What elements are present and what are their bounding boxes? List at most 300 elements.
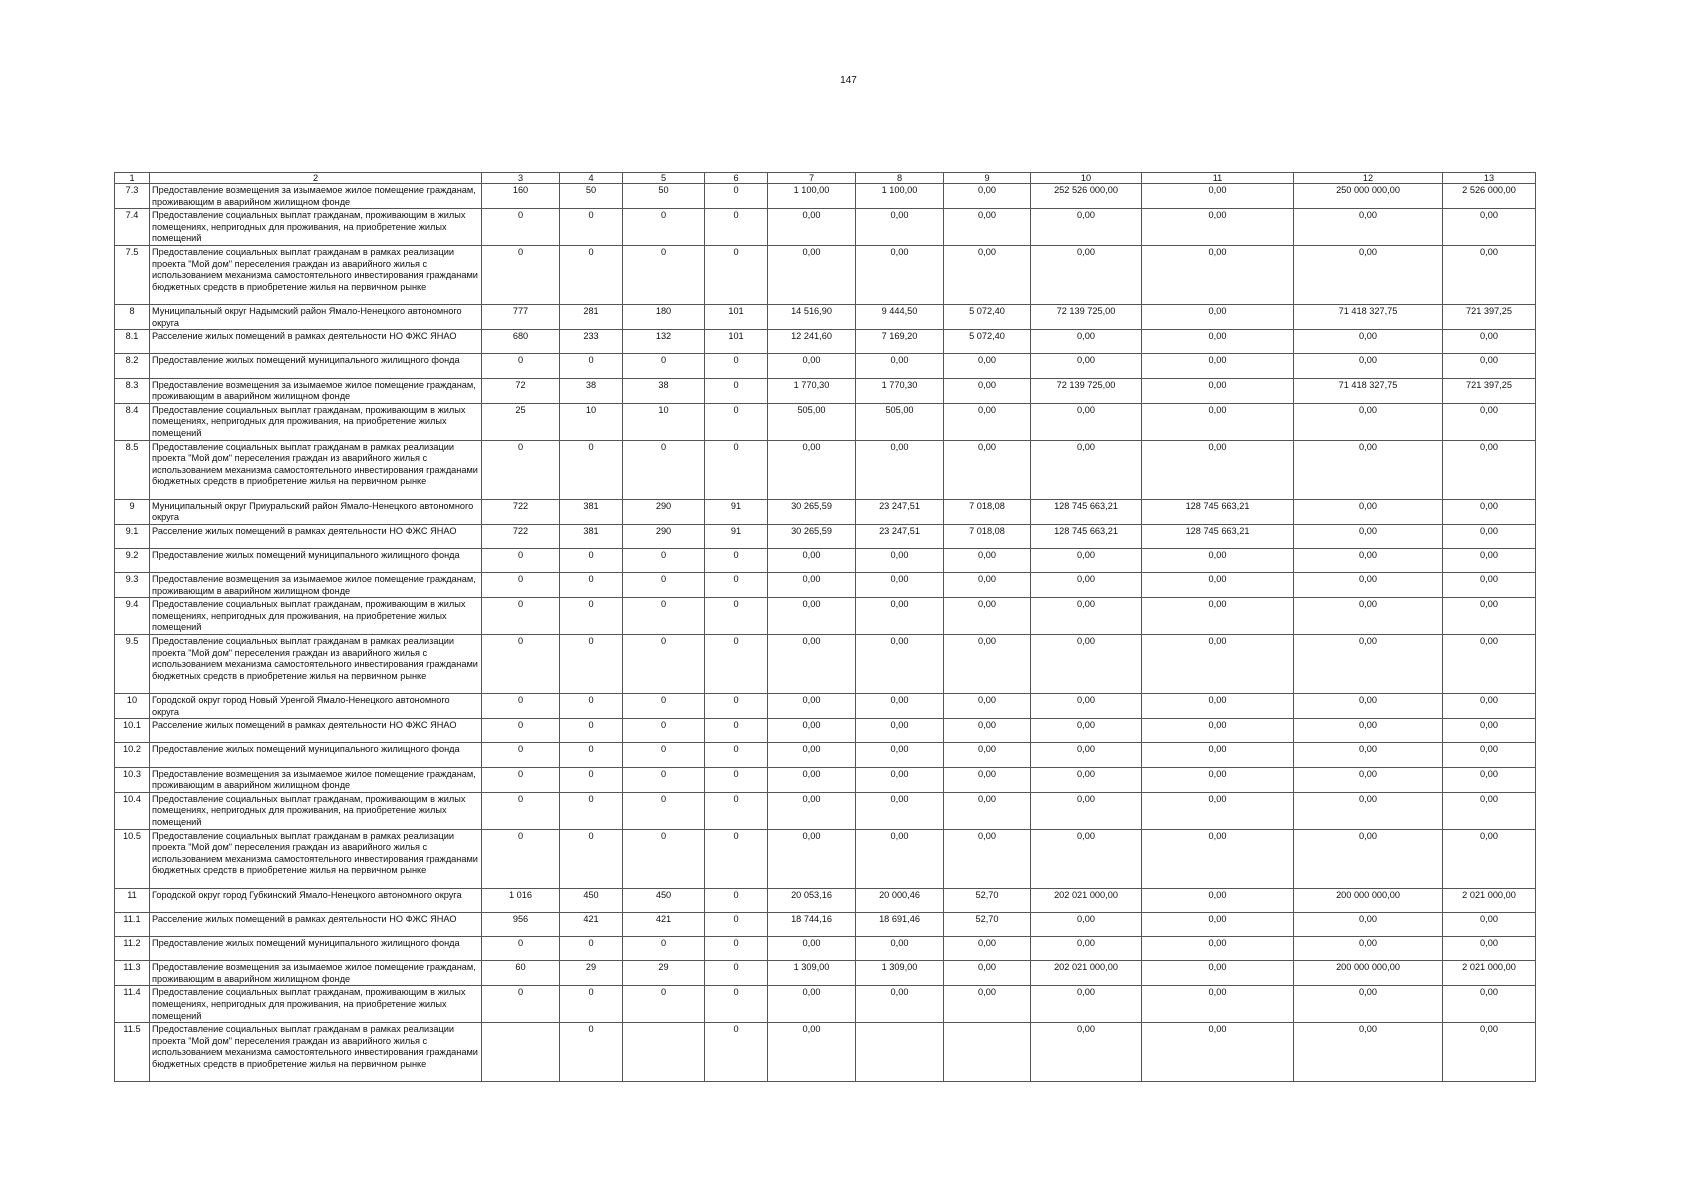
cell-col-5: 290 (623, 499, 705, 524)
cell-col-7: 0,00 (768, 829, 856, 888)
cell-col-7: 18 744,16 (768, 912, 856, 936)
cell-col-7: 0,00 (768, 598, 856, 635)
cell-col-5: 0 (623, 598, 705, 635)
cell-col-3 (482, 1023, 560, 1082)
cell-col-5: 0 (623, 440, 705, 499)
cell-col-10: 0,00 (1031, 694, 1142, 719)
cell-col-11: 0,00 (1142, 961, 1294, 986)
table-body (115, 184, 1536, 1082)
cell-col-10: 202 021 000,00 (1031, 961, 1142, 986)
cell-col-6: 0 (705, 912, 768, 936)
cell-col-6: 0 (705, 986, 768, 1023)
table-row (115, 378, 1536, 403)
cell-col-12: 0,00 (1294, 524, 1443, 548)
cell-col-10: 0,00 (1031, 792, 1142, 829)
cell-col-8: 0,00 (856, 548, 944, 572)
row-number: 9.2 (115, 548, 150, 572)
cell-col-13: 0,00 (1443, 743, 1536, 767)
cell-col-13: 0,00 (1443, 403, 1536, 440)
cell-col-3: 956 (482, 912, 560, 936)
cell-col-9: 0,00 (944, 936, 1031, 960)
cell-col-6: 0 (705, 573, 768, 598)
cell-col-12: 0,00 (1294, 829, 1443, 888)
cell-col-4: 0 (560, 354, 623, 378)
row-description: Предоставление социальных выплат гражданам в рамках реализации проекта "Мой дом" переселения граждан из аварийного жилья с использованием механизма самостоятельного инвестирования гражданами бюджетных средств в приобретение жилья на первичном рынке (150, 245, 482, 304)
cell-col-13: 0,00 (1443, 573, 1536, 598)
cell-col-13: 0,00 (1443, 1023, 1536, 1082)
cell-col-10: 0,00 (1031, 986, 1142, 1023)
cell-col-6: 0 (705, 184, 768, 209)
cell-col-5: 0 (623, 792, 705, 829)
table-row (115, 792, 1536, 829)
table-row (115, 598, 1536, 635)
cell-col-13: 0,00 (1443, 912, 1536, 936)
cell-col-7: 30 265,59 (768, 499, 856, 524)
cell-col-12: 0,00 (1294, 209, 1443, 246)
cell-col-7: 0,00 (768, 573, 856, 598)
column-header-13: 13 (1443, 173, 1536, 184)
cell-col-9: 0,00 (944, 378, 1031, 403)
table-row (115, 936, 1536, 960)
cell-col-9: 0,00 (944, 694, 1031, 719)
row-number: 10.3 (115, 767, 150, 792)
cell-col-4: 0 (560, 936, 623, 960)
table-row (115, 829, 1536, 888)
cell-col-3: 0 (482, 573, 560, 598)
cell-col-9: 7 018,08 (944, 499, 1031, 524)
cell-col-3: 25 (482, 403, 560, 440)
row-description: Предоставление социальных выплат гражданам, проживающим в жилых помещениях, непригодных для проживания, на приобретение жилых помещений (150, 209, 482, 246)
cell-col-12: 0,00 (1294, 767, 1443, 792)
cell-col-3: 680 (482, 330, 560, 354)
cell-col-6: 0 (705, 403, 768, 440)
table-row (115, 184, 1536, 209)
cell-col-3: 0 (482, 792, 560, 829)
cell-col-4: 29 (560, 961, 623, 986)
cell-col-9: 7 018,08 (944, 524, 1031, 548)
cell-col-6: 0 (705, 245, 768, 304)
cell-col-13: 0,00 (1443, 499, 1536, 524)
cell-col-9: 0,00 (944, 598, 1031, 635)
row-description: Муниципальный округ Приуральский район Ямало-Ненецкого автономного округа (150, 499, 482, 524)
row-description: Предоставление социальных выплат гражданам, проживающим в жилых помещениях, непригодных для проживания, на приобретение жилых помещений (150, 792, 482, 829)
cell-col-8: 0,00 (856, 767, 944, 792)
cell-col-7: 0,00 (768, 719, 856, 743)
table-row (115, 719, 1536, 743)
table-row (115, 499, 1536, 524)
table-row (115, 524, 1536, 548)
cell-col-7: 0,00 (768, 1023, 856, 1082)
cell-col-8: 9 444,50 (856, 304, 944, 329)
cell-col-5: 38 (623, 378, 705, 403)
cell-col-7: 1 100,00 (768, 184, 856, 209)
cell-col-13: 0,00 (1443, 524, 1536, 548)
cell-col-7: 0,00 (768, 743, 856, 767)
cell-col-7: 0,00 (768, 767, 856, 792)
table-row (115, 245, 1536, 304)
cell-col-4: 233 (560, 330, 623, 354)
row-description: Городской округ город Новый Уренгой Ямало-Ненецкого автономного округа (150, 694, 482, 719)
cell-col-13: 0,00 (1443, 245, 1536, 304)
row-description: Предоставление социальных выплат гражданам в рамках реализации проекта "Мой дом" переселения граждан из аварийного жилья с использованием механизма самостоятельного инвестирования гражданами бюджетных средств в приобретение жилья на первичном рынке (150, 829, 482, 888)
cell-col-11: 0,00 (1142, 209, 1294, 246)
cell-col-10: 202 021 000,00 (1031, 888, 1142, 912)
cell-col-9: 0,00 (944, 209, 1031, 246)
cell-col-11: 0,00 (1142, 598, 1294, 635)
row-number: 11.5 (115, 1023, 150, 1082)
cell-col-8: 0,00 (856, 354, 944, 378)
cell-col-11: 0,00 (1142, 792, 1294, 829)
cell-col-7: 20 053,16 (768, 888, 856, 912)
column-header-10: 10 (1031, 173, 1142, 184)
cell-col-6: 0 (705, 719, 768, 743)
row-number: 9 (115, 499, 150, 524)
cell-col-4: 0 (560, 719, 623, 743)
cell-col-6: 0 (705, 209, 768, 246)
row-number: 10.4 (115, 792, 150, 829)
cell-col-6: 0 (705, 354, 768, 378)
column-header-5: 5 (623, 173, 705, 184)
cell-col-9: 0,00 (944, 548, 1031, 572)
cell-col-8: 0,00 (856, 245, 944, 304)
row-number: 8.2 (115, 354, 150, 378)
row-description: Предоставление социальных выплат гражданам, проживающим в жилых помещениях, непригодных для проживания, на приобретение жилых помещений (150, 986, 482, 1023)
table-row (115, 961, 1536, 986)
cell-col-8: 0,00 (856, 792, 944, 829)
cell-col-5: 180 (623, 304, 705, 329)
column-header-6: 6 (705, 173, 768, 184)
row-number: 8 (115, 304, 150, 329)
cell-col-8: 23 247,51 (856, 524, 944, 548)
cell-col-3: 0 (482, 598, 560, 635)
cell-col-4: 0 (560, 209, 623, 246)
cell-col-5: 0 (623, 354, 705, 378)
row-number: 10 (115, 694, 150, 719)
cell-col-11: 0,00 (1142, 184, 1294, 209)
table-row (115, 1023, 1536, 1082)
cell-col-3: 0 (482, 936, 560, 960)
cell-col-10: 72 139 725,00 (1031, 304, 1142, 329)
cell-col-5: 450 (623, 888, 705, 912)
cell-col-6: 0 (705, 829, 768, 888)
row-description: Предоставление возмещения за изымаемое жилое помещение гражданам, проживающим в аварийном жилищном фонде (150, 573, 482, 598)
cell-col-7: 1 309,00 (768, 961, 856, 986)
cell-col-3: 722 (482, 499, 560, 524)
table-header-row (115, 173, 1536, 184)
cell-col-8: 0,00 (856, 719, 944, 743)
cell-col-4: 0 (560, 598, 623, 635)
row-description: Предоставление возмещения за изымаемое жилое помещение гражданам, проживающим в аварийном жилищном фонде (150, 184, 482, 209)
row-number: 9.1 (115, 524, 150, 548)
cell-col-13: 0,00 (1443, 986, 1536, 1023)
cell-col-4: 381 (560, 499, 623, 524)
cell-col-11: 0,00 (1142, 912, 1294, 936)
cell-col-5: 29 (623, 961, 705, 986)
cell-col-11: 0,00 (1142, 743, 1294, 767)
cell-col-10: 0,00 (1031, 767, 1142, 792)
cell-col-9: 0,00 (944, 986, 1031, 1023)
cell-col-9: 0,00 (944, 245, 1031, 304)
cell-col-3: 0 (482, 986, 560, 1023)
cell-col-3: 0 (482, 635, 560, 694)
cell-col-8: 0,00 (856, 829, 944, 888)
cell-col-3: 0 (482, 209, 560, 246)
cell-col-4: 0 (560, 440, 623, 499)
cell-col-12: 0,00 (1294, 719, 1443, 743)
row-description: Расселение жилых помещений в рамках деятельности НО ФЖС ЯНАО (150, 912, 482, 936)
row-description: Предоставление социальных выплат гражданам, проживающим в жилых помещениях, непригодных для проживания, на приобретение жилых помещений (150, 403, 482, 440)
cell-col-8: 0,00 (856, 694, 944, 719)
cell-col-9: 0,00 (944, 829, 1031, 888)
cell-col-13: 0,00 (1443, 792, 1536, 829)
cell-col-11: 0,00 (1142, 573, 1294, 598)
table-row (115, 440, 1536, 499)
cell-col-10: 0,00 (1031, 598, 1142, 635)
cell-col-6: 0 (705, 888, 768, 912)
cell-col-5: 0 (623, 548, 705, 572)
cell-col-11: 0,00 (1142, 1023, 1294, 1082)
cell-col-10: 0,00 (1031, 440, 1142, 499)
row-number: 11.1 (115, 912, 150, 936)
cell-col-3: 72 (482, 378, 560, 403)
cell-col-11: 0,00 (1142, 245, 1294, 304)
table-row (115, 403, 1536, 440)
row-description: Предоставление возмещения за изымаемое жилое помещение гражданам, проживающим в аварийном жилищном фонде (150, 961, 482, 986)
cell-col-7: 0,00 (768, 792, 856, 829)
cell-col-13: 0,00 (1443, 767, 1536, 792)
cell-col-3: 0 (482, 548, 560, 572)
cell-col-11: 0,00 (1142, 354, 1294, 378)
cell-col-10: 0,00 (1031, 719, 1142, 743)
cell-col-4: 381 (560, 524, 623, 548)
cell-col-3: 60 (482, 961, 560, 986)
cell-col-10: 252 526 000,00 (1031, 184, 1142, 209)
row-description: Расселение жилых помещений в рамках деятельности НО ФЖС ЯНАО (150, 330, 482, 354)
cell-col-4: 50 (560, 184, 623, 209)
cell-col-6: 0 (705, 936, 768, 960)
cell-col-8: 0,00 (856, 743, 944, 767)
cell-col-5: 0 (623, 767, 705, 792)
cell-col-11: 0,00 (1142, 829, 1294, 888)
cell-col-8: 20 000,46 (856, 888, 944, 912)
cell-col-6: 0 (705, 378, 768, 403)
table-row (115, 986, 1536, 1023)
cell-col-4: 0 (560, 245, 623, 304)
cell-col-12: 0,00 (1294, 1023, 1443, 1082)
cell-col-11: 128 745 663,21 (1142, 499, 1294, 524)
cell-col-12: 0,00 (1294, 245, 1443, 304)
cell-col-10: 0,00 (1031, 1023, 1142, 1082)
cell-col-11: 0,00 (1142, 378, 1294, 403)
data-table (114, 172, 1536, 1082)
cell-col-7: 30 265,59 (768, 524, 856, 548)
cell-col-12: 0,00 (1294, 792, 1443, 829)
cell-col-13: 2 021 000,00 (1443, 961, 1536, 986)
cell-col-10: 0,00 (1031, 936, 1142, 960)
cell-col-4: 0 (560, 1023, 623, 1082)
table-row (115, 304, 1536, 329)
cell-col-4: 0 (560, 986, 623, 1023)
column-header-1: 1 (115, 173, 150, 184)
cell-col-10: 0,00 (1031, 354, 1142, 378)
column-header-8: 8 (856, 173, 944, 184)
table-row (115, 767, 1536, 792)
table-row (115, 548, 1536, 572)
cell-col-11: 0,00 (1142, 440, 1294, 499)
page-number: 147 (840, 75, 857, 86)
cell-col-6: 0 (705, 598, 768, 635)
row-number: 7.3 (115, 184, 150, 209)
row-number: 9.3 (115, 573, 150, 598)
row-number: 7.4 (115, 209, 150, 246)
cell-col-13: 0,00 (1443, 330, 1536, 354)
cell-col-7: 0,00 (768, 209, 856, 246)
cell-col-10: 0,00 (1031, 403, 1142, 440)
table-row (115, 912, 1536, 936)
cell-col-9: 0,00 (944, 573, 1031, 598)
cell-col-12: 200 000 000,00 (1294, 888, 1443, 912)
table-row (115, 635, 1536, 694)
cell-col-3: 0 (482, 440, 560, 499)
cell-col-6: 0 (705, 743, 768, 767)
row-number: 10.1 (115, 719, 150, 743)
row-number: 11.2 (115, 936, 150, 960)
cell-col-8: 0,00 (856, 573, 944, 598)
cell-col-11: 0,00 (1142, 986, 1294, 1023)
cell-col-5: 0 (623, 986, 705, 1023)
row-description: Предоставление социальных выплат гражданам в рамках реализации проекта "Мой дом" переселения граждан из аварийного жилья с использованием механизма самостоятельного инвестирования гражданами бюджетных средств в приобретение жилья на первичном рынке (150, 440, 482, 499)
cell-col-6: 0 (705, 440, 768, 499)
cell-col-3: 777 (482, 304, 560, 329)
row-number: 8.1 (115, 330, 150, 354)
cell-col-8: 1 309,00 (856, 961, 944, 986)
cell-col-6: 101 (705, 304, 768, 329)
cell-col-12: 0,00 (1294, 548, 1443, 572)
cell-col-12: 0,00 (1294, 573, 1443, 598)
column-header-12: 12 (1294, 173, 1443, 184)
row-description: Предоставление жилых помещений муниципального жилищного фонда (150, 548, 482, 572)
row-number: 9.4 (115, 598, 150, 635)
cell-col-7: 0,00 (768, 694, 856, 719)
cell-col-4: 281 (560, 304, 623, 329)
cell-col-7: 0,00 (768, 548, 856, 572)
cell-col-13: 0,00 (1443, 440, 1536, 499)
cell-col-5: 132 (623, 330, 705, 354)
cell-col-9: 0,00 (944, 184, 1031, 209)
cell-col-6: 0 (705, 548, 768, 572)
cell-col-13: 0,00 (1443, 694, 1536, 719)
cell-col-3: 722 (482, 524, 560, 548)
cell-col-9: 0,00 (944, 403, 1031, 440)
cell-col-5: 0 (623, 936, 705, 960)
cell-col-5: 0 (623, 245, 705, 304)
cell-col-7: 0,00 (768, 936, 856, 960)
cell-col-9: 0,00 (944, 767, 1031, 792)
cell-col-5: 0 (623, 209, 705, 246)
cell-col-9 (944, 1023, 1031, 1082)
row-description: Предоставление социальных выплат гражданам, проживающим в жилых помещениях, непригодных для проживания, на приобретение жилых помещений (150, 598, 482, 635)
cell-col-11: 0,00 (1142, 888, 1294, 912)
cell-col-13: 0,00 (1443, 936, 1536, 960)
cell-col-3: 0 (482, 245, 560, 304)
cell-col-7: 0,00 (768, 986, 856, 1023)
cell-col-13: 0,00 (1443, 635, 1536, 694)
row-number: 11 (115, 888, 150, 912)
cell-col-9: 0,00 (944, 440, 1031, 499)
cell-col-9: 5 072,40 (944, 330, 1031, 354)
cell-col-5: 0 (623, 829, 705, 888)
cell-col-13: 2 021 000,00 (1443, 888, 1536, 912)
cell-col-10: 0,00 (1031, 573, 1142, 598)
cell-col-5: 0 (623, 719, 705, 743)
column-header-7: 7 (768, 173, 856, 184)
cell-col-12: 0,00 (1294, 912, 1443, 936)
cell-col-10: 0,00 (1031, 548, 1142, 572)
cell-col-7: 14 516,90 (768, 304, 856, 329)
cell-col-13: 721 397,25 (1443, 304, 1536, 329)
cell-col-10: 72 139 725,00 (1031, 378, 1142, 403)
cell-col-8: 1 100,00 (856, 184, 944, 209)
row-description: Расселение жилых помещений в рамках деятельности НО ФЖС ЯНАО (150, 719, 482, 743)
cell-col-8: 0,00 (856, 440, 944, 499)
cell-col-6: 0 (705, 694, 768, 719)
cell-col-3: 160 (482, 184, 560, 209)
cell-col-13: 0,00 (1443, 548, 1536, 572)
row-description: Расселение жилых помещений в рамках деятельности НО ФЖС ЯНАО (150, 524, 482, 548)
cell-col-12: 0,00 (1294, 986, 1443, 1023)
row-number: 11.3 (115, 961, 150, 986)
table-row (115, 694, 1536, 719)
cell-col-7: 0,00 (768, 440, 856, 499)
cell-col-9: 5 072,40 (944, 304, 1031, 329)
cell-col-11: 0,00 (1142, 719, 1294, 743)
cell-col-4: 0 (560, 767, 623, 792)
cell-col-6: 0 (705, 961, 768, 986)
cell-col-11: 0,00 (1142, 936, 1294, 960)
cell-col-12: 0,00 (1294, 936, 1443, 960)
cell-col-5: 0 (623, 635, 705, 694)
cell-col-7: 0,00 (768, 635, 856, 694)
column-header-2: 2 (150, 173, 482, 184)
cell-col-12: 0,00 (1294, 598, 1443, 635)
cell-col-3: 1 016 (482, 888, 560, 912)
table-row (115, 354, 1536, 378)
cell-col-10: 0,00 (1031, 635, 1142, 694)
cell-col-12: 200 000 000,00 (1294, 961, 1443, 986)
cell-col-4: 421 (560, 912, 623, 936)
cell-col-13: 0,00 (1443, 209, 1536, 246)
cell-col-6: 101 (705, 330, 768, 354)
cell-col-11: 128 745 663,21 (1142, 524, 1294, 548)
cell-col-10: 0,00 (1031, 209, 1142, 246)
cell-col-11: 0,00 (1142, 694, 1294, 719)
cell-col-13: 0,00 (1443, 719, 1536, 743)
row-description: Предоставление социальных выплат гражданам в рамках реализации проекта "Мой дом" переселения граждан из аварийного жилья с использованием механизма самостоятельного инвестирования гражданами бюджетных средств в приобретение жилья на первичном рынке (150, 635, 482, 694)
cell-col-8: 1 770,30 (856, 378, 944, 403)
cell-col-11: 0,00 (1142, 403, 1294, 440)
cell-col-10: 0,00 (1031, 245, 1142, 304)
cell-col-12: 0,00 (1294, 694, 1443, 719)
cell-col-4: 0 (560, 694, 623, 719)
cell-col-12: 0,00 (1294, 354, 1443, 378)
cell-col-6: 0 (705, 1023, 768, 1082)
row-number: 7.5 (115, 245, 150, 304)
cell-col-10: 128 745 663,21 (1031, 524, 1142, 548)
cell-col-13: 0,00 (1443, 354, 1536, 378)
row-description: Предоставление жилых помещений муниципального жилищного фонда (150, 354, 482, 378)
cell-col-12: 0,00 (1294, 330, 1443, 354)
cell-col-5: 10 (623, 403, 705, 440)
